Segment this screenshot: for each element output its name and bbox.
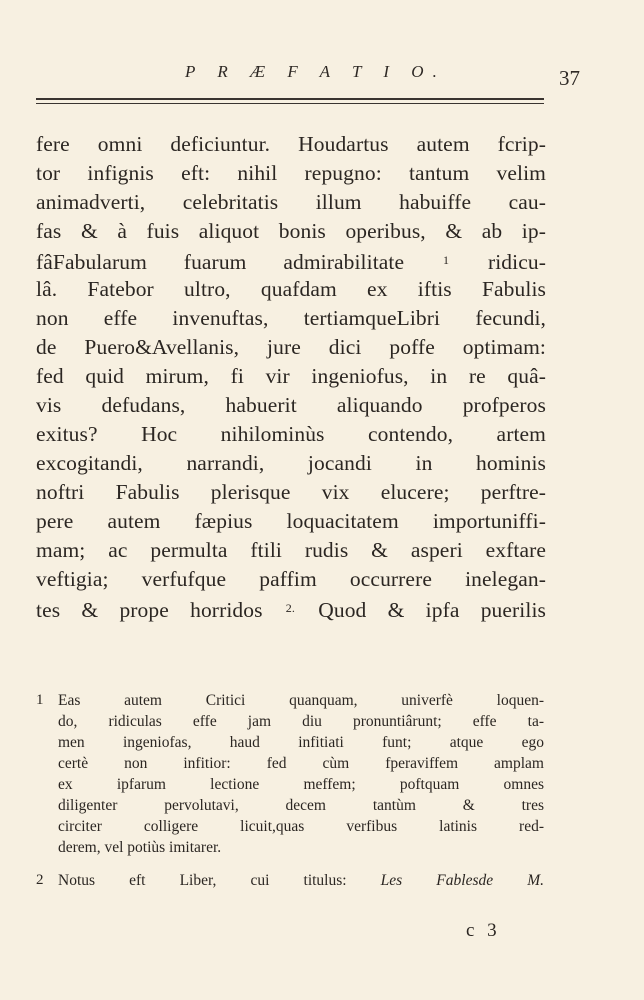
body-line: noftri Fabulis plerisque vix elucere; perftre- (36, 480, 546, 504)
footnote-text: Notus eft Liber, cui titulus: (58, 872, 347, 889)
footnote-line: circiter colligere licuit,quas verfibus latinis red- (58, 818, 544, 835)
footnote-line: men ingeniofas, haud infitiati funt; atque ego (58, 734, 544, 751)
header-rule (36, 98, 544, 105)
footnote-marker: 2 (36, 872, 44, 888)
body-line-end: ridicu- (487, 250, 546, 274)
body-line: veftigia; verfufque paffim occurrere inelegan- (36, 567, 546, 591)
body-line: tor infignis eft: nihil repugno: tantum velim (36, 161, 546, 185)
footnote-marker: 1 (36, 692, 44, 708)
body-line-with-ref (36, 594, 546, 623)
running-head: P R Æ F A T I O. (185, 62, 446, 81)
body-line: vis defudans, habuerit aliquando profperos (36, 393, 546, 417)
body-line: excogitandi, narrandi, jocandi in hominis (36, 451, 546, 475)
body-line: lâ. Fatebor ultro, quafdam ex iftis Fabulis (36, 277, 546, 301)
header-rule-thick (36, 98, 544, 100)
footnote-line: diligenter pervolutavi, decem tantùm & tres (58, 797, 544, 814)
footnote-line: certè non infitior: fed cùm fperaviffem amplam (58, 755, 544, 772)
body-line: fere omni deficiuntur. Houdartus autem fcrip- (36, 132, 546, 156)
page-number: 37 (559, 66, 580, 90)
body-line-start: fâFabularum fuarum admirabilitate (36, 250, 405, 274)
body-line: animadverti, celebritatis illum habuiffe cau- (36, 190, 546, 214)
footnote-ref-1[interactable]: 1 (443, 253, 450, 267)
footnote-2 (36, 870, 544, 891)
body-line: fed quid mirum, fi vir ingeniofus, in re quâ- (36, 364, 546, 388)
body-line-with-ref (36, 246, 546, 275)
footnote-line: ex ipfarum lectione meffem; poftquam omnes (58, 776, 544, 793)
signature-mark: c 3 (466, 920, 501, 941)
body-line: pere autem fæpius loquacitatem importuniffi- (36, 509, 546, 533)
footnote-book-title: Les Fablesde M. (380, 872, 544, 889)
footnote-line: do, ridiculas effe jam diu pronuntiârunt; effe ta- (58, 713, 544, 730)
body-text (36, 130, 546, 623)
body-line-end: Quod & ipfa puerilis (318, 598, 546, 622)
footnote-line: derem, vel potiùs imitarer. (58, 839, 222, 856)
body-line: fas & à fuis aliquot bonis operibus, & ab ip- (36, 219, 546, 243)
footnote-ref-2[interactable]: 2. (285, 601, 295, 615)
body-line-start: tes & prope horridos (36, 598, 263, 622)
body-line: de Puero&Avellanis, jure dici poffe optimam: (36, 335, 546, 359)
body-line: exitus? Hoc nihilominùs contendo, artem (36, 422, 546, 446)
footnote-line (58, 870, 544, 891)
body-line: non effe invenuftas, tertiamqueLibri fecundi, (36, 306, 546, 330)
footnote-1 (36, 690, 544, 858)
header-rule-thin (36, 103, 544, 104)
footnote-line: Eas autem Critici quanquam, univerfè loquen- (58, 692, 544, 709)
footnotes (36, 690, 544, 903)
body-line: mam; ac permulta ftili rudis & asperi exftare (36, 538, 546, 562)
